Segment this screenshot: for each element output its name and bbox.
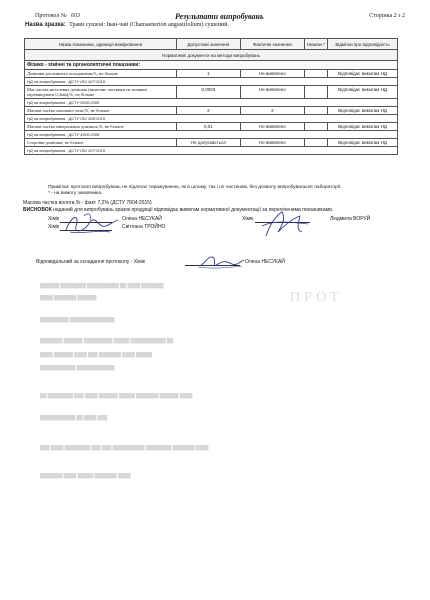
bleed-through-mark: ПРОТ <box>290 290 343 305</box>
notes <box>48 185 393 197</box>
responsible-label: Відповідальний за складання протоколу - Хімік <box>36 259 145 265</box>
param-name: Масова частка мінеральних домішок,%, не більше <box>25 123 177 131</box>
param-name: Сторонні домішки, не більше <box>25 139 177 147</box>
signature-right-role: Хімік <box>242 216 254 222</box>
col-normative: Нормативні документи на методи випробувань <box>25 50 398 61</box>
deviation-value <box>304 139 327 147</box>
required-value: Не допускається <box>176 139 240 147</box>
param-name: Мас.частка металевих домішок (включно частинки не повинні перевищувати 0,3мм),%, не більше <box>25 86 177 99</box>
table-nd-row <box>25 147 398 155</box>
compliance-value: Відповідає вимогам НД <box>328 86 398 99</box>
required-value: 0,0003 <box>176 86 240 99</box>
table-nd-row <box>25 115 398 123</box>
col-compliance: Відмітки про відповідність <box>328 39 398 50</box>
signature-left2-role: Хімік <box>48 224 60 230</box>
required-value: 2 <box>176 107 240 115</box>
compliance-value: Відповідає вимогам НД <box>328 123 398 131</box>
deviation-value <box>304 70 327 78</box>
table-row <box>25 70 398 78</box>
compliance-value: Відповідає вимогам НД <box>328 70 398 78</box>
table-section-row <box>25 61 398 70</box>
table-row <box>25 139 398 147</box>
results-table <box>24 38 398 155</box>
col-param: Назва показника, одиниця вимірювання <box>25 39 177 50</box>
page-indicator: Сторінка 2 з 2 <box>369 13 405 19</box>
col-actual: Фактичні значення <box>240 39 304 50</box>
actual-value: Не виявлено <box>240 139 304 147</box>
handwritten-signature-2 <box>256 208 316 240</box>
nd-reference: НД на випробування : ДСТУ 5020:2008 <box>25 99 398 107</box>
table-nd-row <box>25 78 398 86</box>
conclusion-text: наданий для випробувань зразок продукції відповідає вимогам нормативної документації за переліченими показниками. <box>53 207 334 213</box>
table-row <box>25 86 398 99</box>
nd-reference: НД на випробування : ДСТУ ISO 927:2015 <box>25 147 398 155</box>
deviation-value <box>304 123 327 131</box>
nd-reference: НД на випробування : ДСТУ 4910:2008 <box>25 131 398 139</box>
table-nd-row <box>25 99 398 107</box>
compliance-value: Відповідає вимогам НД <box>328 107 398 115</box>
col-required: Допустимі значення <box>176 39 240 50</box>
nd-reference: НД на випробування : ДСТУ ISO 927:2015 <box>25 78 398 86</box>
table-row <box>25 123 398 131</box>
handwritten-signature-3 <box>196 252 246 272</box>
responsible-name: Олена НЕСУКАЙ <box>245 259 285 265</box>
signature-left1-name: Олена НЕСУКАЙ <box>122 216 162 222</box>
table-nd-row <box>25 131 398 139</box>
deviation-value <box>304 107 327 115</box>
actual-value: 2 <box>240 107 304 115</box>
deviation-value <box>304 86 327 99</box>
sample-name: Назва зразка: Трави сушені: Іван-чай (Chamaenerion angustifolium) сушений. <box>25 22 229 28</box>
page-title: Результати випробувань <box>175 12 264 21</box>
handwritten-signature-1 <box>62 210 122 238</box>
moisture-line: Масова частка вологи,% - факт 7,2% (ДСТУ 7804:2015) <box>23 200 152 206</box>
nd-reference: НД на випробування : ДСТУ ISO 928:2015 <box>25 115 398 123</box>
protocol-number: Протокол № 603 <box>35 13 81 19</box>
note-line: Примітки: протокол випробувань не підлягає тиражуванню, як в цілому, так і по частинам, без дозволу випробувальної лабораторії. <box>48 185 342 190</box>
table-row <box>25 107 398 115</box>
actual-value: Не виявлено <box>240 70 304 78</box>
signature-left2-name: Світлана ТРОЙНО <box>122 224 166 230</box>
conclusion-label: ВИСНОВОК <box>23 207 52 213</box>
param-name: Домішки рослинного походження,%, не більше <box>25 70 177 78</box>
section-title: Фізико - хімічні та органолептичні показники: <box>25 61 398 70</box>
param-name: Масова частка загальної золи,%, не більше <box>25 107 177 115</box>
compliance-value: Відповідає вимогам НД <box>328 139 398 147</box>
actual-value: Не виявлено <box>240 123 304 131</box>
bleed-through: ПРОТ ██████ ████████ ██████████ ██ ████ ███████ ████ ███████ ██████ █████████ ██████████████ ███████ ██████ █████████ █████ ███████████ ██ ████ ██████ ████ ███ ███████ ████ █████ ███████████ ████████████ ██ ████████ ███ ████ ██████ █████ ███████ ██████ ████ ███████████ ██ ████ ███ ███ ████ ████████ ███ ███ ██████████ ████████ ███████ ████ ███████ ████ █████ ███████ ████ <box>40 283 343 478</box>
actual-value: Не виявлено <box>240 86 304 99</box>
required-value: 1 <box>176 70 240 78</box>
col-deviation: Невизн.* <box>304 39 327 50</box>
required-value: 0,01 <box>176 123 240 131</box>
table-header-row <box>25 39 398 50</box>
signature-left1-role: Хімік <box>48 216 60 222</box>
signature-right-name: Людмила ВОРУЙ <box>330 216 371 222</box>
table-normative-row <box>25 50 398 61</box>
note-line: * - на вимогу замовника. <box>48 191 103 196</box>
